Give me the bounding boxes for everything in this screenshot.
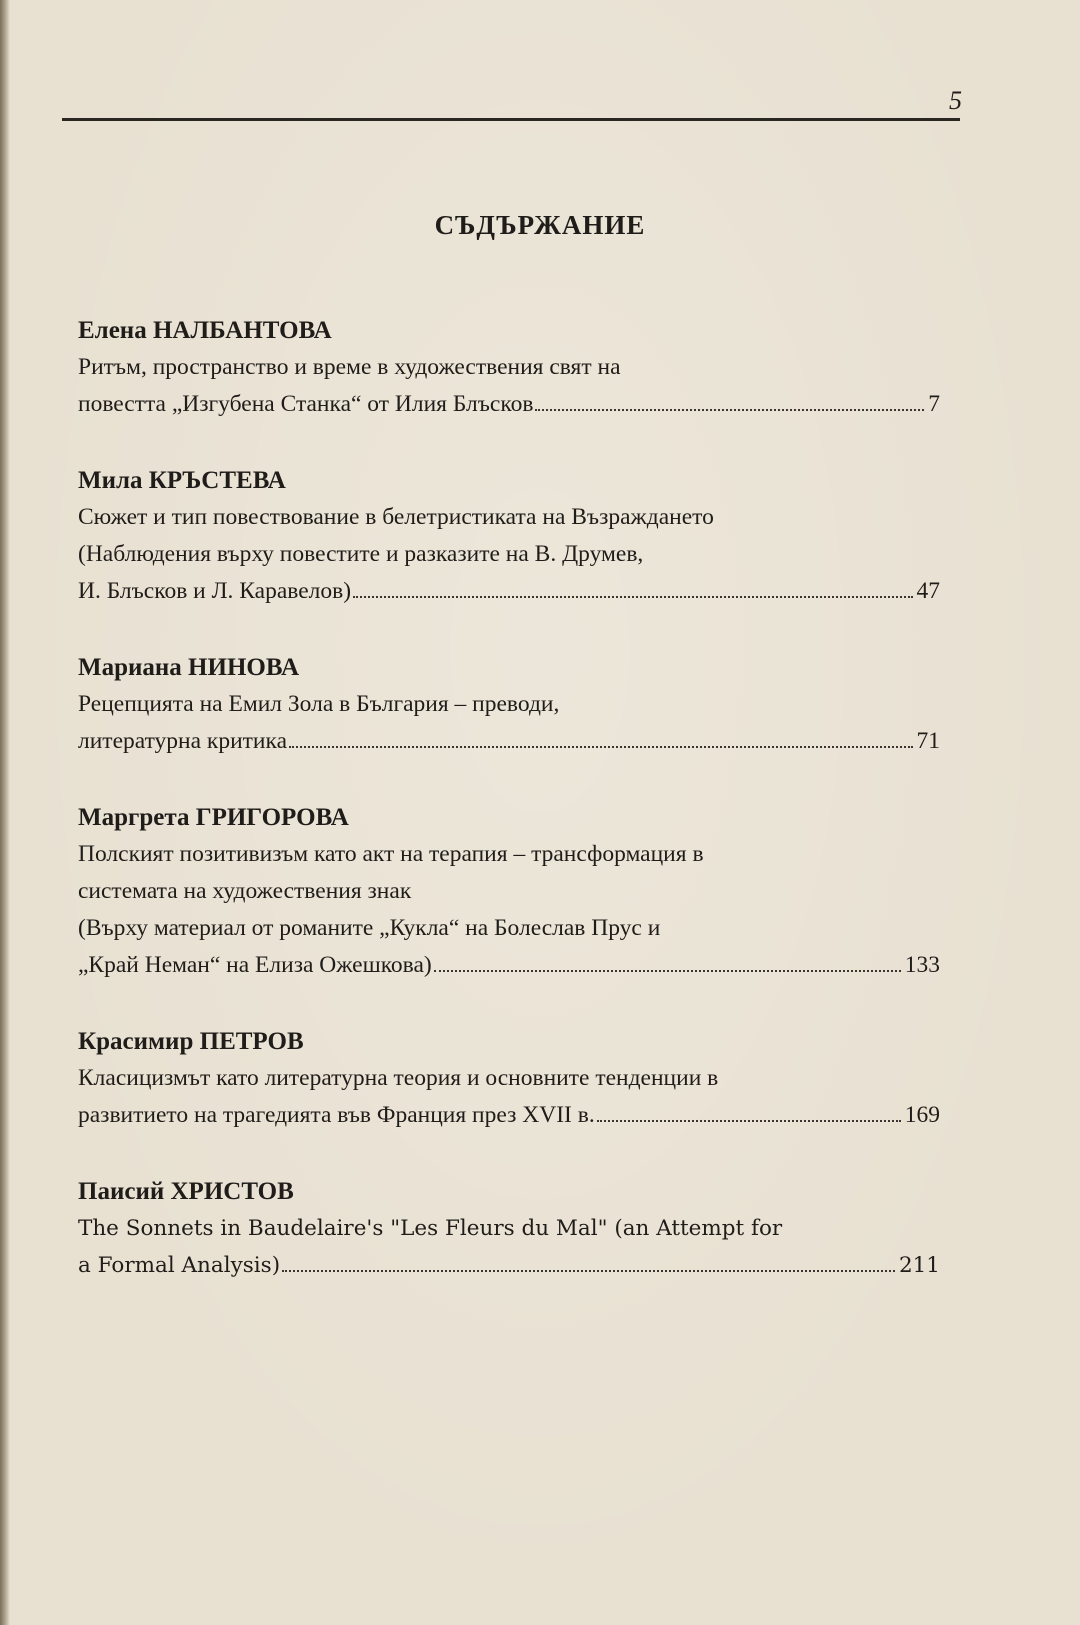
page-title: СЪДЪРЖАНИЕ [434,210,646,240]
page-spine-shadow [0,0,10,1625]
entry-title-line: (Върху материал от романите „Кукла“ на Болеслав Прус и [78,915,661,941]
entry-title-last-line [78,386,940,423]
table-of-contents [78,312,940,1323]
entry-title-line: Класицизмът като литературна теория и основните тенденции в [78,1065,719,1091]
entry-title-last-line [78,947,940,984]
entry-author: Паисий ХРИСТОВ [78,1178,294,1205]
entry-title-line: (Наблюдения върху повестите и разказите на В. Друмев, [78,541,644,567]
entry-page-number: 133 [904,952,940,978]
entry-page-number: 47 [916,578,940,604]
entry-title-line: a Formal Analysis) [78,1253,281,1278]
entry-title-line: Полският позитивизъм като акт на терапия – трансформация в [78,841,704,867]
dot-leader [353,595,912,598]
entry-author: Елена НАЛБАНТОВА [78,317,332,344]
entry-page-number: 169 [904,1102,940,1128]
dot-leader [434,969,901,972]
dot-leader [282,1269,895,1272]
toc-entry [78,462,940,610]
entry-author: Мила КРЪСТЕВА [78,467,286,494]
entry-title-line: Сюжет и тип повествование в белетристиката на Възраждането [78,504,714,530]
toc-entry [78,649,940,760]
entry-title-last-line [78,1097,940,1134]
entry-page-number: 7 [928,391,940,417]
entry-author: Красимир ПЕТРОВ [78,1028,304,1055]
entry-title-line: Рецепцията на Емил Зола в България – преводи, [78,691,560,717]
header-rule [62,118,960,121]
dot-leader [289,745,913,748]
entry-title-line: развитието на трагедията във Франция през XVII в. [78,1102,595,1128]
entry-title-line: литературна критика [78,728,287,754]
entry-title-line: Ритъм, пространство и време в художествения свят на [78,354,621,380]
toc-entry [78,1173,940,1284]
dot-leader [535,408,924,411]
entry-page-number: 71 [916,728,940,754]
entry-title-last-line [78,1247,940,1284]
toc-entry [78,312,940,423]
entry-title-line: „Край Неман“ на Елиза Ожешкова) [78,952,432,978]
toc-entry [78,799,940,984]
entry-title-last-line [78,723,940,760]
entry-title-line: повестта „Изгубена Станка“ от Илия Блъсков [78,391,534,417]
dot-leader [597,1119,901,1122]
entry-title-line: The Sonnets in Baudelaire's "Les Fleurs du Mal" (an Attempt for [78,1216,783,1241]
toc-entry [78,1023,940,1134]
entry-title-line: системата на художествения знак [78,878,412,904]
entry-title-last-line [78,573,940,610]
page-number: 5 [949,86,962,115]
entry-page-number: 211 [898,1253,940,1278]
entry-author: Маргрета ГРИГОРОВА [78,804,349,831]
entry-title-line: И. Блъсков и Л. Каравелов) [78,578,352,604]
entry-author: Мариана НИНОВА [78,654,299,681]
